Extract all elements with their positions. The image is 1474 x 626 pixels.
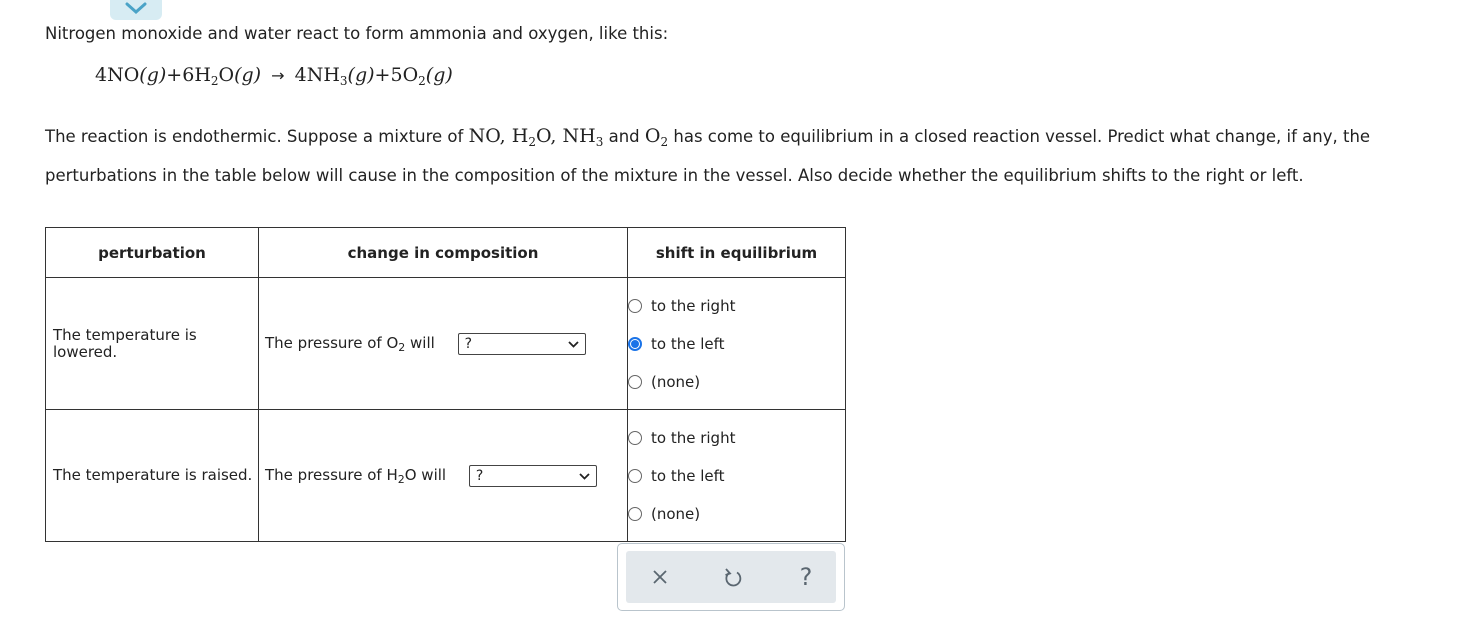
chevron-down-icon	[125, 2, 147, 14]
composition-cell: The pressure of $O_2$ will ?	[259, 278, 628, 410]
toolbar-buttons	[626, 551, 836, 603]
radio-option-right[interactable]: to the right	[628, 419, 845, 457]
undo-button[interactable]	[721, 551, 745, 603]
radio-option-none[interactable]: (none)	[628, 495, 845, 533]
shift-cell	[628, 410, 846, 542]
composition-select[interactable]: ?	[469, 465, 597, 487]
radio-option-left[interactable]: to the left	[628, 457, 845, 495]
help-button[interactable]: ?	[799, 563, 813, 591]
radio-button-checked[interactable]	[628, 337, 642, 351]
reaction-arrow: →	[271, 66, 285, 85]
perturbation-table	[45, 227, 846, 542]
collapse-tab[interactable]	[110, 0, 162, 20]
perturbation-cell: The temperature is lowered.	[46, 278, 259, 410]
close-icon	[652, 569, 668, 585]
radio-option-right[interactable]: to the right	[628, 287, 845, 325]
radio-button[interactable]	[628, 469, 642, 483]
radio-button[interactable]	[628, 375, 642, 389]
table-row	[46, 278, 846, 410]
composition-select[interactable]: ?	[458, 333, 586, 355]
clear-button[interactable]	[648, 551, 672, 603]
answer-toolbar	[617, 543, 845, 611]
problem-description: The reaction is endothermic. Suppose a mixture of NO, $H_2O$, $NH_3$ and $O_2$ has come to equilibrium in a closed reaction vessel. Predict what change, if any, the perturbations in the table below will cause in the composition of the mixture in the vessel. Also decide whether the equilibrium shifts to the right or left.	[45, 125, 1371, 185]
header-shift-in-equilibrium: shift in equilibrium	[628, 228, 846, 278]
undo-icon	[723, 566, 743, 588]
composition-cell: The pressure of $H_2O$ will ?	[259, 410, 628, 542]
radio-option-none[interactable]: (none)	[628, 363, 845, 401]
chevron-down-icon	[579, 473, 590, 480]
perturbation-cell: The temperature is raised.	[46, 410, 259, 542]
radio-button[interactable]	[628, 299, 642, 313]
header-perturbation: perturbation	[46, 228, 259, 278]
radio-button[interactable]	[628, 507, 642, 521]
table-row	[46, 410, 846, 542]
chemical-equation: $4NO(g)+6H_2O(g) \to 4NH_3(g)+5O_2(g)$	[95, 64, 453, 88]
shift-cell	[628, 278, 846, 410]
intro-text: Nitrogen monoxide and water react to form ammonia and oxygen, like this:	[45, 24, 669, 43]
radio-option-left[interactable]: to the left	[628, 325, 845, 363]
radio-button[interactable]	[628, 431, 642, 445]
header-change-in-composition: change in composition	[259, 228, 628, 278]
chevron-down-icon	[568, 341, 579, 348]
